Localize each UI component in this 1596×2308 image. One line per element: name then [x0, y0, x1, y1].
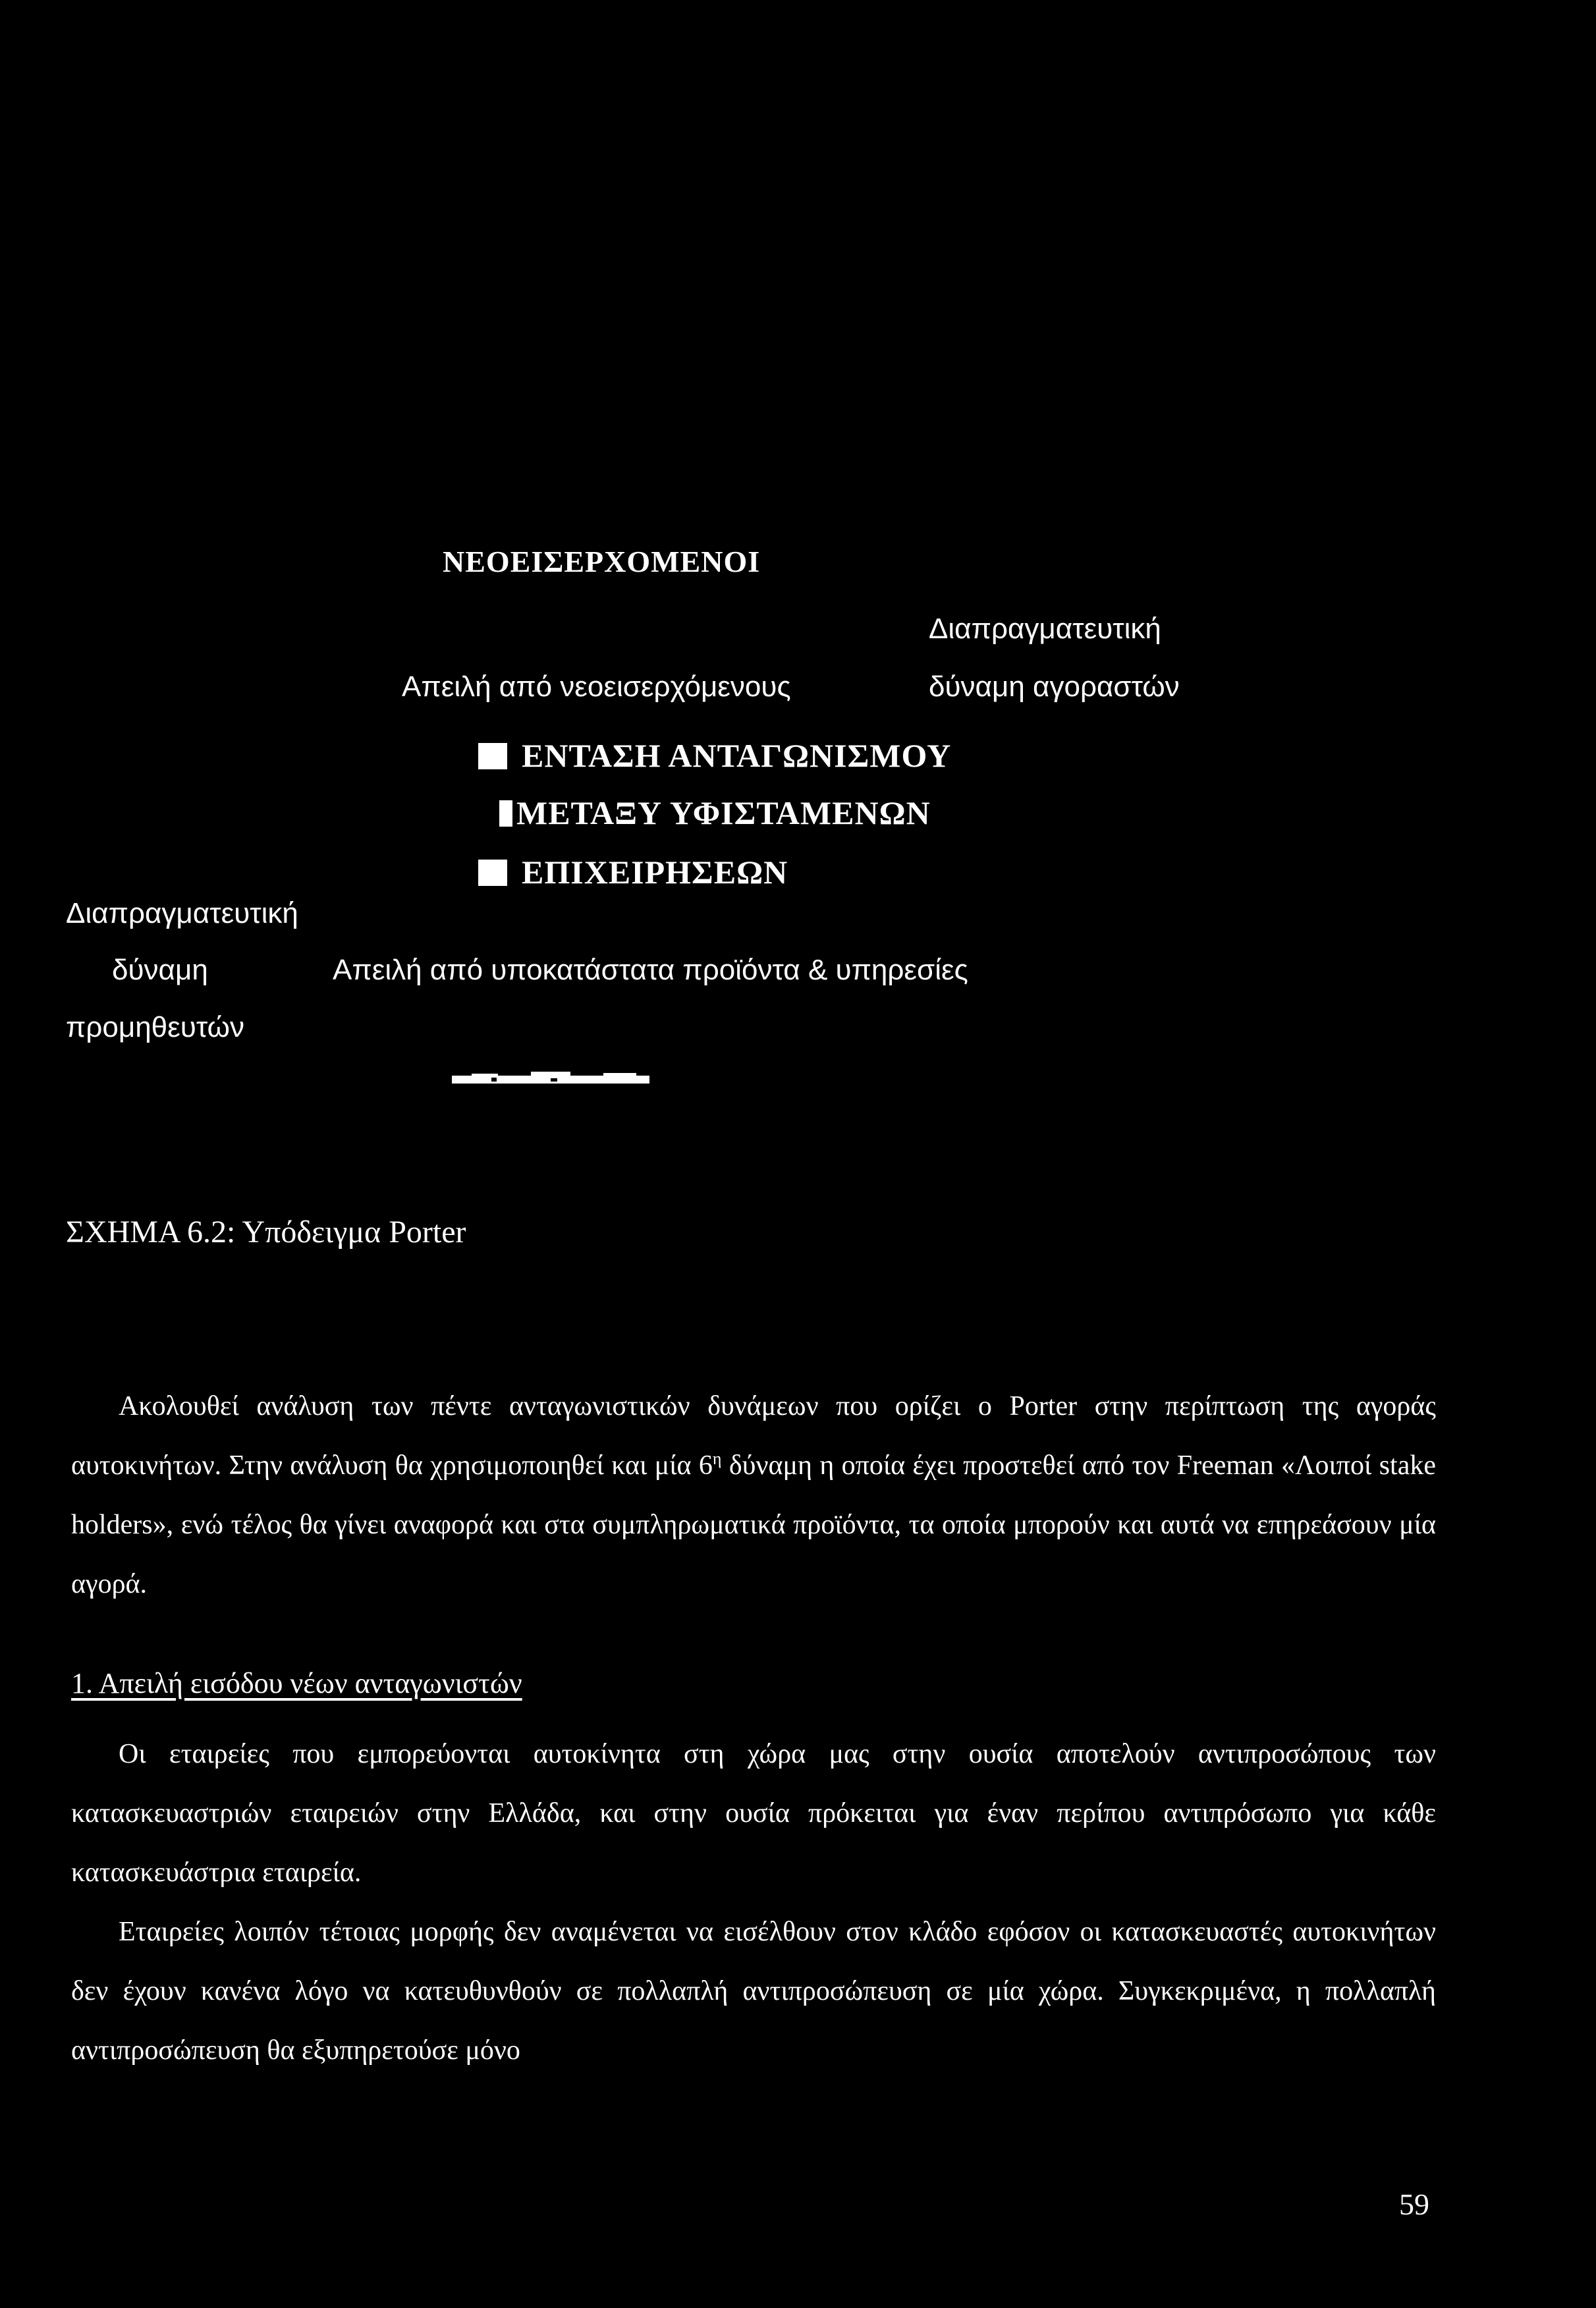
- paragraph-2: Οι εταιρείες που εμπορεύονται αυτοκίνητα στη χώρα μας στην ουσία αποτελούν αντιπροσώπους των κατασκευαστριών εταιρειών στην Ελλάδα, και στην ουσία πρόκειται για έναν περίπου αντιπρόσωπο για κάθε κατασκευάστρια εταιρεία.: [71, 1739, 1436, 1888]
- page-number: 59: [1399, 2187, 1429, 2221]
- rivalry-line1-text: ΕΝΤΑΣΗ ΑΝΤΑΓΩΝΙΣΜΟΥ: [522, 737, 952, 774]
- scanned-mark-graphic: [452, 1072, 649, 1086]
- threat-substitutes-label: Απειλή από υποκατάστατα προϊόντα & υπηρεσίες: [333, 954, 968, 986]
- buyer-power-line1: Διαπραγματευτική: [929, 613, 1161, 645]
- rivalry-line2-text: ΜΕΤΑΞΥ ΥΦΙΣΤΑΜΕΝΩΝ: [516, 794, 931, 831]
- rivalry-line3-text: ΕΠΙΧΕΙΡΗΣΕΩΝ: [522, 854, 788, 891]
- threat-new-entrants-label: Απειλή από νεοεισερχόμενους: [402, 671, 791, 703]
- new-entrants-title: ΝΕΟΕΙΣΕΡΧΟΜΕΝΟΙ: [443, 545, 761, 578]
- rivalry-line2: [499, 794, 931, 832]
- paragraph-3: Εταιρείες λοιπόν τέτοιας μορφής δεν αναμένεται να εισέλθουν στον κλάδο εφόσον οι κατασκευαστές αυτοκινήτων δεν έχουν κανένα λόγο να κατευθυνθούν σε πολλαπλή αντιπροσώπευση σε μία χώρα. Συγκεκριμένα, η πολλαπλή αντιπροσώπευση θα εξυπηρετούσε μόνο: [71, 1917, 1436, 2066]
- rivalry-line3: [478, 853, 788, 891]
- supplier-power-line3: προμηθευτών: [66, 1011, 244, 1043]
- intro-paragraph: [71, 1377, 1436, 1614]
- buyer-power-line2: δύναμη αγοραστών: [929, 671, 1180, 703]
- square-bullet-icon: [499, 800, 512, 827]
- intro-superscript: η: [712, 1449, 722, 1468]
- supplier-power-line2: δύναμη: [112, 954, 208, 986]
- square-bullet-icon: [478, 743, 507, 769]
- figure-caption: ΣΧΗΜΑ 6.2: Υπόδειγμα Porter: [66, 1215, 466, 1250]
- section-heading: 1. Απειλή εισόδου νέων ανταγωνιστών: [71, 1667, 522, 1699]
- supplier-power-line1: Διαπραγματευτική: [66, 897, 298, 929]
- square-bullet-icon: [478, 860, 507, 886]
- rivalry-line1: [478, 736, 951, 775]
- intro-text-part2: δύναμη η οποία έχει προστεθεί από τον Freeman «Λοιποί stake holders», ενώ τέλος θα γίνει αναφορά και στα συμπληρωματικά προϊόντα, τα οποία μπορούν και αυτά να επηρεάσουν μία αγορά.: [71, 1450, 1436, 1599]
- intro-text-part1: Ακολουθεί ανάλυση των πέντε ανταγωνιστικών δυνάμεων που ορίζει ο Porter στην περίπτωση της αγοράς αυτοκινήτων. Στην ανάλυση θα χρησιμοποιηθεί και μία 6: [71, 1391, 1436, 1481]
